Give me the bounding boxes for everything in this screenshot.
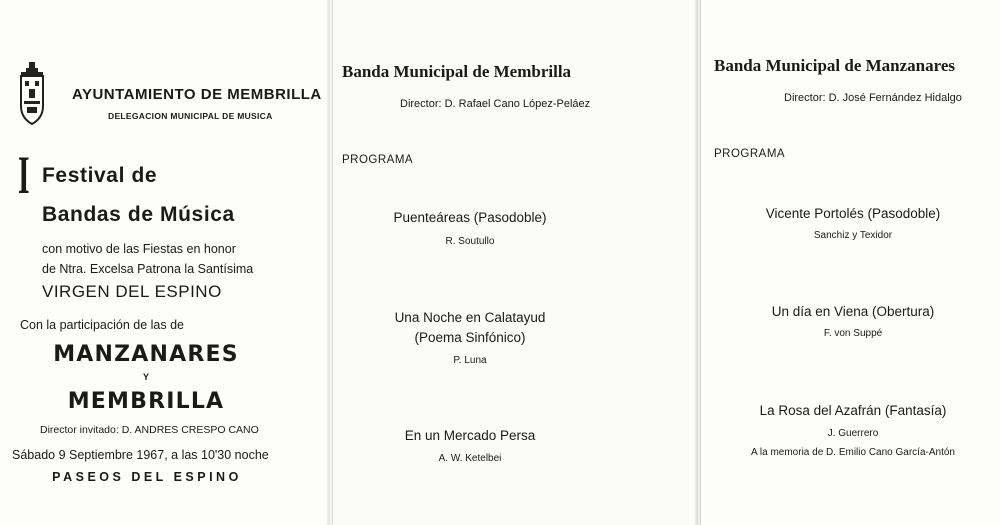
participacion-text: Con la participación de las de: [20, 318, 184, 332]
event-date: Sábado 9 Septiembre 1967, a las 10'30 noche: [12, 448, 269, 462]
festival-title-line1: Festival de: [42, 164, 158, 187]
program-piece-composer: J. Guerrero: [827, 428, 879, 439]
program-piece-title: Puenteáreas (Pasodoble): [393, 210, 547, 225]
motivo-line2: de Ntra. Excelsa Patrona la Santísima: [42, 262, 254, 276]
festival-title-line2: Bandas de Música: [42, 203, 235, 226]
coat-of-arms-icon: [18, 62, 46, 126]
program-dedication: A la memoria de D. Emilio Cano García-Antón: [751, 447, 955, 458]
manzanares-band-title: Banda Municipal de Manzanares: [714, 56, 956, 75]
manzanares-programa-heading: PROGRAMA: [714, 148, 786, 160]
program-piece-title: En un Mercado Persa: [404, 428, 536, 443]
ayuntamiento-heading: AYUNTAMIENTO DE MEMBRILLA: [72, 86, 322, 103]
membrilla-programa-heading: PROGRAMA: [342, 154, 414, 166]
manzanares-director: Director: D. José Fernández Hidalgo: [784, 92, 962, 104]
page-fold: [326, 0, 332, 525]
program-piece-title: Vicente Portolés (Pasodoble): [765, 206, 941, 221]
program-piece-composer: R. Soutullo: [445, 236, 495, 247]
page-fold: [694, 0, 700, 525]
event-venue: PASEOS DEL ESPINO: [52, 470, 242, 484]
conjunction-y: Y: [142, 372, 149, 382]
program-piece-composer: Sanchiz y Texidor: [813, 230, 893, 241]
program-piece-composer: F. von Suppé: [823, 328, 883, 339]
membrilla-director: Director: D. Rafael Cano López-Peláez: [400, 98, 591, 110]
left-panel: [0, 0, 330, 525]
program-piece-title: Una Noche en Calatayud: [394, 310, 546, 325]
program-piece-composer: P. Luna: [453, 355, 487, 366]
band-name-membrilla: MEMBRILLA: [67, 389, 225, 414]
delegacion-subheading: DELEGACION MUNICIPAL DE MUSICA: [108, 111, 273, 121]
motivo-line1: con motivo de las Fiestas en honor: [42, 242, 236, 256]
guest-director: Director invitado: D. ANDRES CRESPO CANO: [40, 424, 259, 436]
virgen-title: VIRGEN DEL ESPINO: [42, 282, 222, 301]
band-name-manzanares: MANZANARES: [53, 342, 239, 367]
program-piece-subtitle: (Poema Sinfónico): [414, 330, 526, 345]
program-piece-composer: A. W. Ketelbei: [438, 453, 502, 464]
program-piece-title: Un día en Viena (Obertura): [771, 304, 935, 319]
program-piece-title: La Rosa del Azafrán (Fantasía): [759, 403, 947, 418]
membrilla-band-title: Banda Municipal de Membrilla: [342, 62, 572, 81]
festival-ordinal: I: [18, 145, 30, 205]
